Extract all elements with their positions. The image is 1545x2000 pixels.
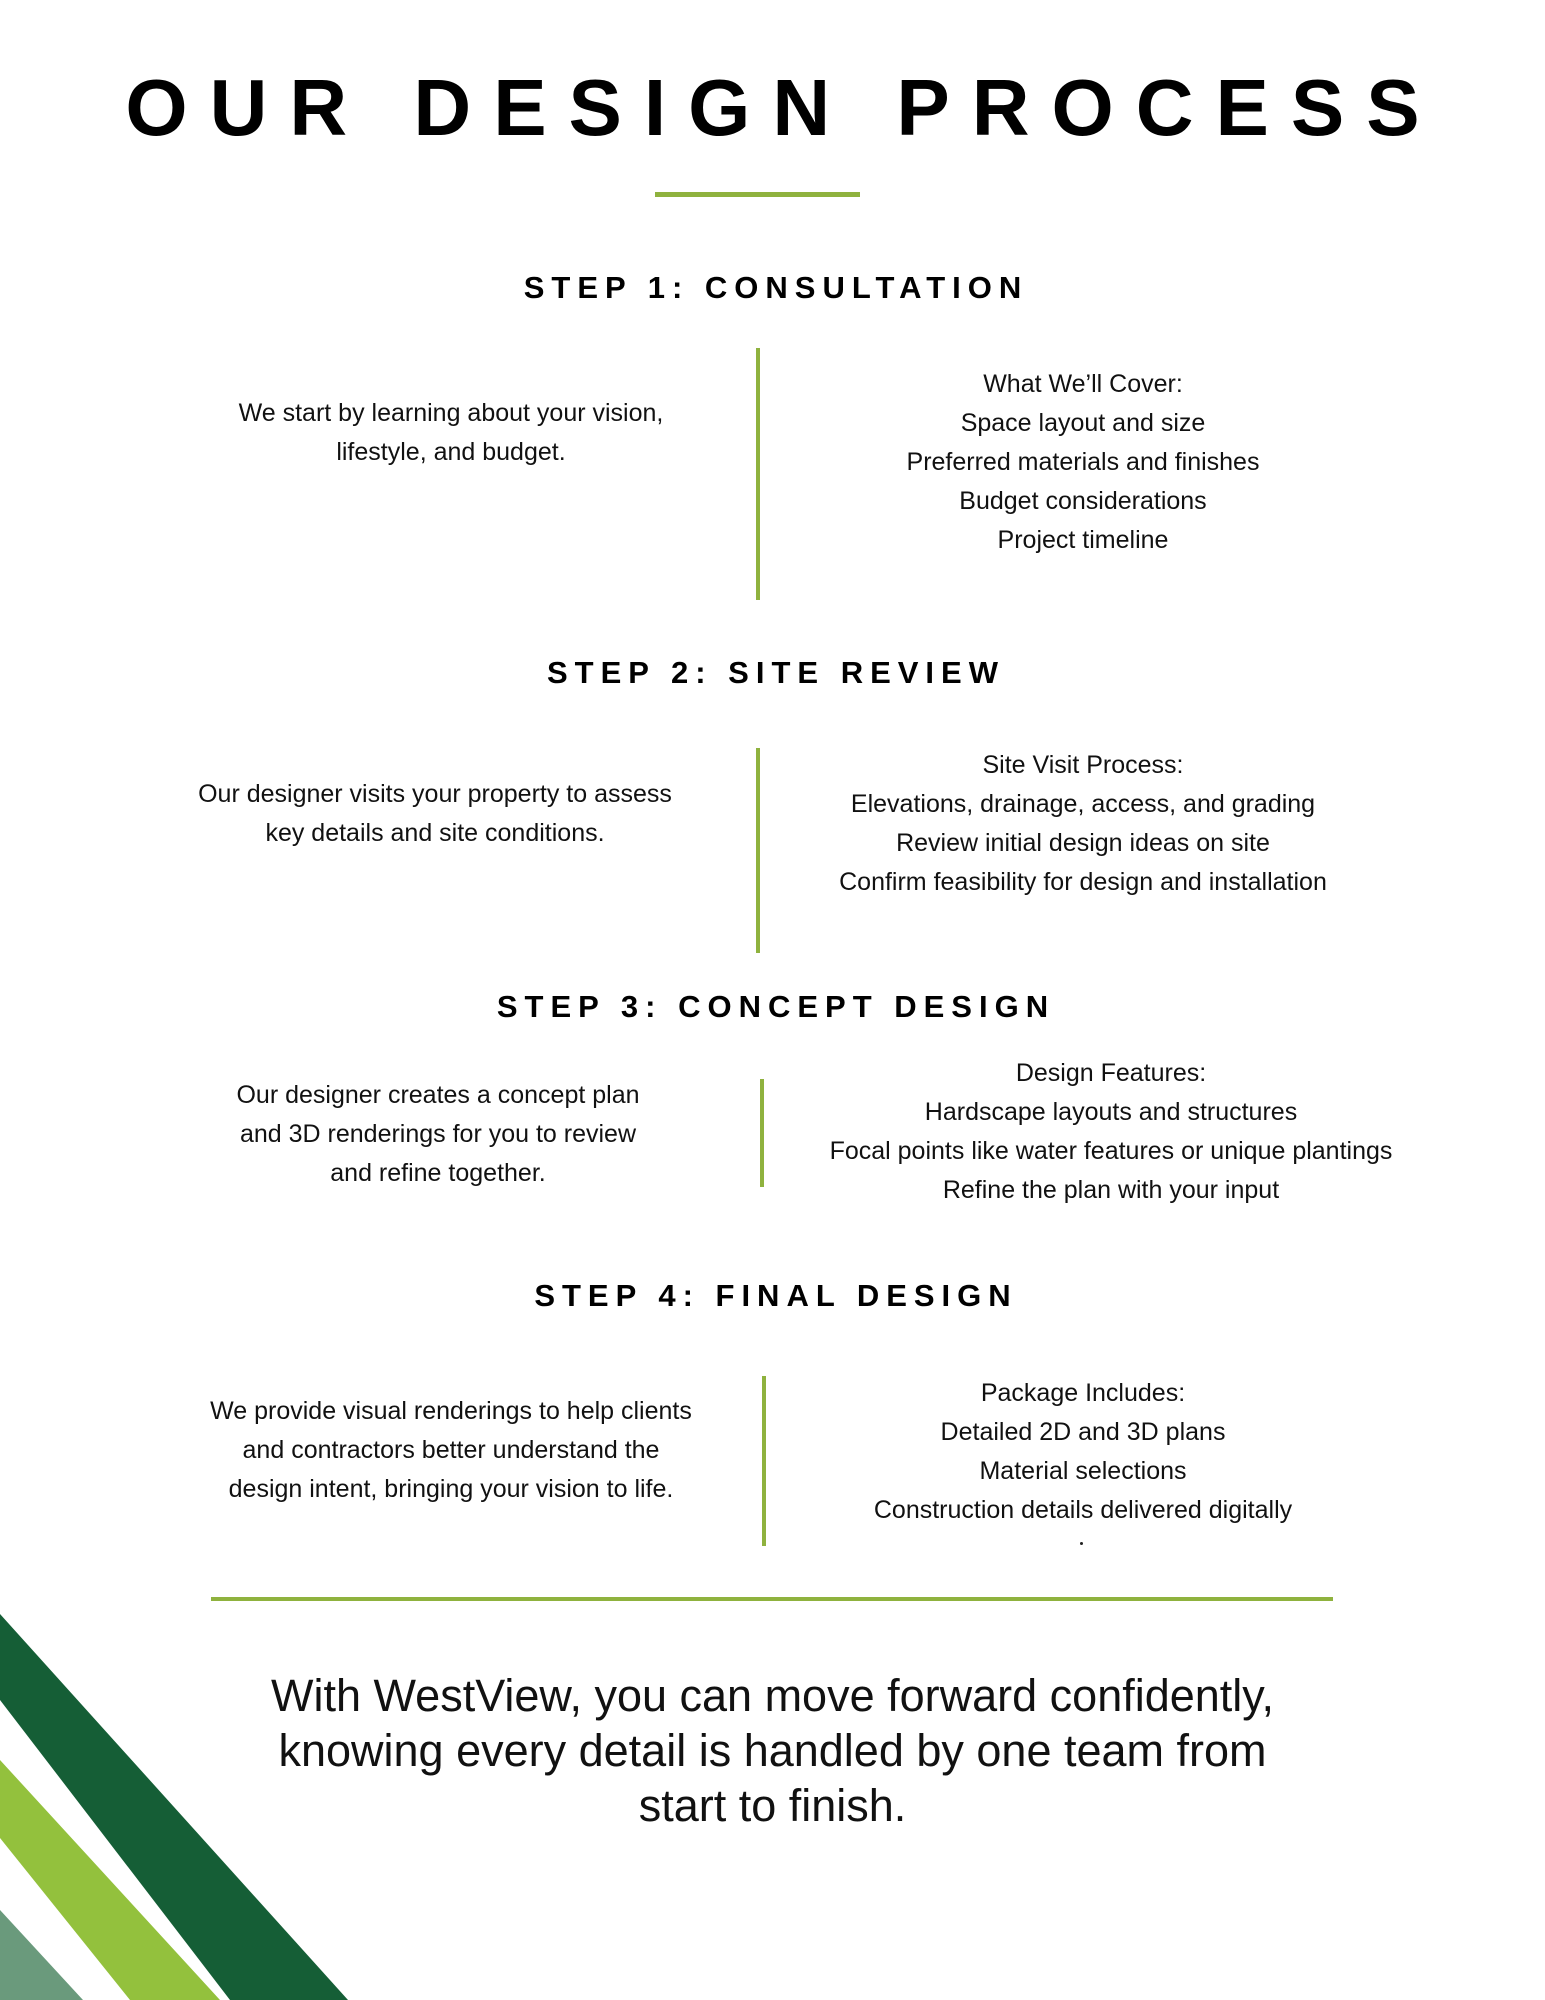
step-2-description-line: key details and site conditions. — [265, 819, 605, 847]
corner-stripes-graphic — [0, 1600, 360, 2000]
step-1-description — [141, 394, 761, 472]
closing-line: start to finish. — [638, 1780, 907, 1831]
title-divider — [655, 192, 860, 197]
step-1-details — [703, 365, 1463, 560]
step-1-description-line: lifestyle, and budget. — [336, 438, 566, 466]
closing-line: With WestView, you can move forward confidently, — [271, 1670, 1274, 1721]
step-3-details — [731, 1054, 1491, 1210]
step-2-description-line: Our designer visits your property to assess — [198, 780, 672, 808]
step-3-details-item: Refine the plan with your input — [942, 1176, 1280, 1204]
step-3-details-item: Hardscape layouts and structures — [924, 1098, 1298, 1126]
step-4-details-heading: Package Includes: — [980, 1379, 1186, 1407]
step-3-description-line: and 3D renderings for you to review — [239, 1120, 637, 1148]
stray-dot — [1080, 1542, 1083, 1545]
step-4-heading: STEP 4: FINAL DESIGN — [534, 1278, 1018, 1313]
step-4-details-item: Construction details delivered digitally — [873, 1496, 1293, 1524]
step-4-description — [141, 1392, 761, 1509]
step-3-description-line: and refine together. — [330, 1159, 546, 1187]
step-1-details-item: Preferred materials and finishes — [906, 448, 1260, 476]
closing-divider — [211, 1597, 1333, 1601]
step-3-heading: STEP 3: CONCEPT DESIGN — [496, 989, 1056, 1024]
step-1-heading: STEP 1: CONSULTATION — [523, 270, 1029, 305]
step-2-description — [125, 775, 745, 853]
step-1-description-line: We start by learning about your vision, — [238, 399, 664, 427]
step-2-details-item: Elevations, drainage, access, and grading — [850, 790, 1316, 818]
dark-green-stripe — [0, 1614, 348, 2000]
step-2-details-item: Confirm feasibility for design and installation — [839, 868, 1327, 896]
closing-line: knowing every detail is handled by one team from — [278, 1725, 1267, 1776]
step-1-details-item: Project timeline — [997, 526, 1169, 554]
step-4-description-line: design intent, bringing your vision to life. — [228, 1475, 674, 1503]
page-title: OUR DESIGN PROCESS — [125, 63, 1442, 152]
step-4-description-line: We provide visual renderings to help clients — [210, 1397, 692, 1425]
step-4-details — [703, 1374, 1463, 1530]
step-1-details-item: Budget considerations — [959, 487, 1207, 515]
step-3-details-item: Focal points like water features or unique plantings — [829, 1137, 1393, 1165]
step-3-description-line: Our designer creates a concept plan — [236, 1081, 640, 1109]
step-3-details-heading: Design Features: — [1015, 1059, 1207, 1087]
step-4-details-item: Material selections — [979, 1457, 1187, 1485]
step-2-details — [703, 746, 1463, 902]
step-2-details-heading: Site Visit Process: — [982, 751, 1184, 779]
step-4-description-line: and contractors better understand the — [242, 1436, 660, 1464]
step-1-details-item: Space layout and size — [960, 409, 1206, 437]
step-4-details-item: Detailed 2D and 3D plans — [940, 1418, 1226, 1446]
step-1-details-heading: What We’ll Cover: — [983, 370, 1183, 398]
step-3-description — [128, 1076, 748, 1193]
step-2-heading: STEP 2: SITE REVIEW — [546, 655, 1005, 690]
step-2-details-item: Review initial design ideas on site — [896, 829, 1270, 857]
